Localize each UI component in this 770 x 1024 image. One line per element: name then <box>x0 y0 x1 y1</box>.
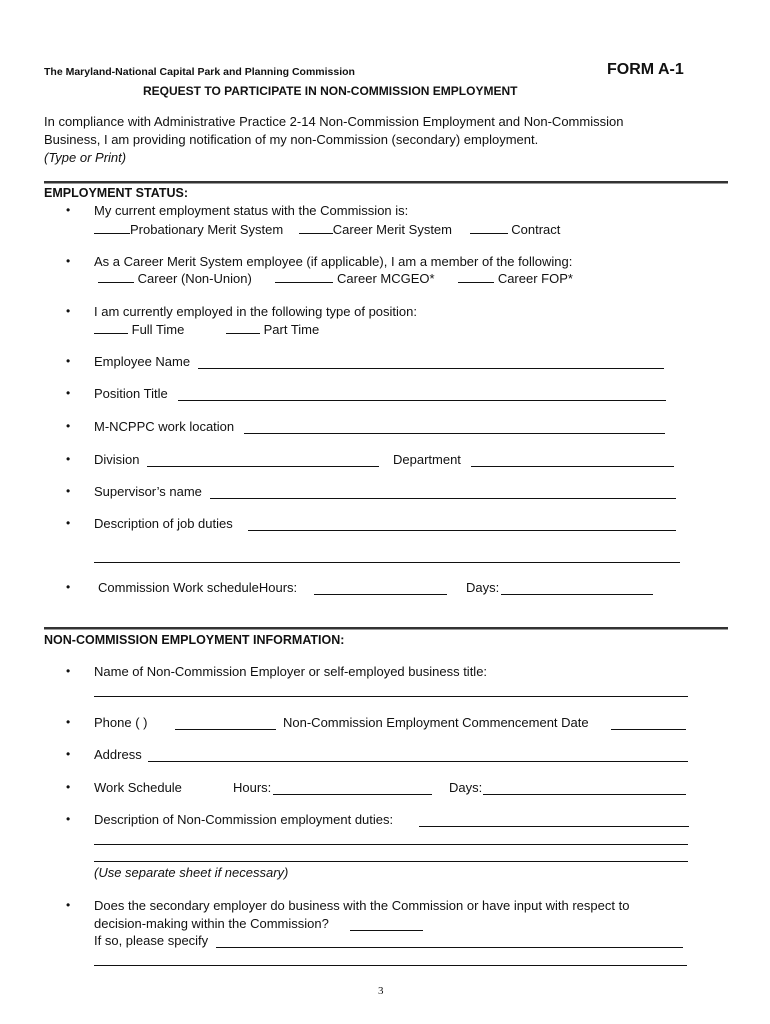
full-time-blank[interactable] <box>94 322 128 334</box>
status-options-row <box>94 222 560 237</box>
commission-schedule-label: Commission Work scheduleHours: <box>98 580 298 595</box>
position-title-label: Position Title <box>94 386 168 401</box>
position-type-question: I am currently employed in the following type of position: <box>94 304 418 319</box>
bullet-icon: • <box>66 304 71 318</box>
section-divider <box>44 181 728 183</box>
fop-label: Career FOP* <box>497 271 573 286</box>
department-field[interactable] <box>471 466 674 467</box>
status-question: My current employment status with the Commission is: <box>94 203 409 218</box>
employee-name-field[interactable] <box>198 368 664 369</box>
bullet-icon: • <box>66 452 71 466</box>
intro-line-2: Business, I am providing notification of my non-Commission (secondary) employment. <box>44 132 539 147</box>
work-location-field[interactable] <box>244 433 665 434</box>
commencement-date-label: Non-Commission Employment Commencement Date <box>283 715 589 730</box>
business-question-line-1: Does the secondary employer do business with the Commission or have input with respect to <box>94 898 630 913</box>
mcgeo-label: Career MCGEO* <box>337 271 435 286</box>
employment-status-heading: EMPLOYMENT STATUS: <box>44 186 188 200</box>
phone-label: Phone ( ) <box>94 715 148 730</box>
phone-field[interactable] <box>175 729 276 730</box>
non-union-blank[interactable] <box>98 271 134 283</box>
career-merit-label: Career Merit System <box>332 222 452 237</box>
career-merit-blank[interactable] <box>299 222 333 234</box>
work-schedule-label: Work Schedule <box>94 780 182 795</box>
non-commission-duties-field-line-2[interactable] <box>94 844 688 845</box>
bullet-icon: • <box>66 747 71 761</box>
work-location-label: M-NCPPC work location <box>94 419 235 434</box>
hours-label: Hours: <box>233 780 272 795</box>
form-number: FORM A-1 <box>607 61 684 78</box>
job-duties-field[interactable] <box>248 530 676 531</box>
contract-label: Contract <box>511 222 561 237</box>
commission-days-field[interactable] <box>501 594 653 595</box>
bullet-icon: • <box>66 580 71 594</box>
probationary-blank[interactable] <box>94 222 130 234</box>
bullet-icon: • <box>66 419 71 433</box>
bullet-icon: • <box>66 516 71 530</box>
contract-blank[interactable] <box>470 222 508 234</box>
commission-hours-field[interactable] <box>314 594 447 595</box>
address-label: Address <box>94 747 142 762</box>
supervisor-field[interactable] <box>210 498 676 499</box>
employee-name-label: Employee Name <box>94 354 191 369</box>
part-time-label: Part Time <box>263 322 320 337</box>
division-label: Division <box>94 452 140 467</box>
fop-blank[interactable] <box>458 271 494 283</box>
bullet-icon: • <box>66 484 71 498</box>
address-field[interactable] <box>148 761 688 762</box>
bullet-icon: • <box>66 354 71 368</box>
employer-name-label: Name of Non-Commission Employer or self-employed business title: <box>94 664 488 679</box>
non-commission-heading: NON-COMMISSION EMPLOYMENT INFORMATION: <box>44 633 345 647</box>
bullet-icon: • <box>66 203 71 217</box>
commission-days-label: Days: <box>466 580 500 595</box>
intro-text <box>44 113 704 167</box>
bullet-icon: • <box>66 254 71 268</box>
full-time-label: Full Time <box>131 322 185 337</box>
job-duties-label: Description of job duties <box>94 516 233 531</box>
non-commission-duties-field[interactable] <box>419 826 689 827</box>
supervisor-label: Supervisor’s name <box>94 484 202 499</box>
bullet-icon: • <box>66 812 71 826</box>
probationary-label: Probationary Merit System <box>130 222 284 237</box>
non-union-label: Career (Non-Union) <box>137 271 252 286</box>
member-question: As a Career Merit System employee (if applicable), I am a member of the following: <box>94 254 573 269</box>
division-field[interactable] <box>147 466 379 467</box>
days-field[interactable] <box>483 794 686 795</box>
bullet-icon: • <box>66 780 71 794</box>
specify-field[interactable] <box>216 947 683 948</box>
employer-name-field[interactable] <box>94 696 688 697</box>
mcgeo-blank[interactable] <box>275 271 333 283</box>
specify-field-line-2[interactable] <box>94 965 687 966</box>
specify-label: If so, please specify <box>94 933 209 948</box>
commencement-date-field[interactable] <box>611 729 686 730</box>
page-number: 3 <box>378 985 384 997</box>
intro-line-1: In compliance with Administrative Practice 2-14 Non-Commission Employment and Non-Commission <box>44 114 624 129</box>
intro-line-3: (Type or Print) <box>44 150 127 165</box>
department-label: Department <box>393 452 461 467</box>
hours-field[interactable] <box>273 794 432 795</box>
section-divider <box>44 627 728 629</box>
separate-sheet-note: (Use separate sheet if necessary) <box>94 865 289 880</box>
business-answer-field[interactable] <box>350 930 423 931</box>
form-title: REQUEST TO PARTICIPATE IN NON-COMMISSION EMPLOYMENT <box>143 84 518 98</box>
part-time-blank[interactable] <box>226 322 260 334</box>
position-type-row <box>94 322 319 337</box>
business-question-line-2: decision-making within the Commission? <box>94 916 329 931</box>
days-label: Days: <box>449 780 483 795</box>
non-commission-duties-label: Description of Non-Commission employment duties: <box>94 812 394 827</box>
organization-name: The Maryland-National Capital Park and Planning Commission <box>44 66 355 78</box>
member-options-row <box>98 271 573 286</box>
bullet-icon: • <box>66 898 71 912</box>
position-title-field[interactable] <box>178 400 666 401</box>
non-commission-duties-field-line-3[interactable] <box>94 861 688 862</box>
bullet-icon: • <box>66 386 71 400</box>
job-duties-field-line-2[interactable] <box>94 562 680 563</box>
bullet-icon: • <box>66 715 71 729</box>
bullet-icon: • <box>66 664 71 678</box>
